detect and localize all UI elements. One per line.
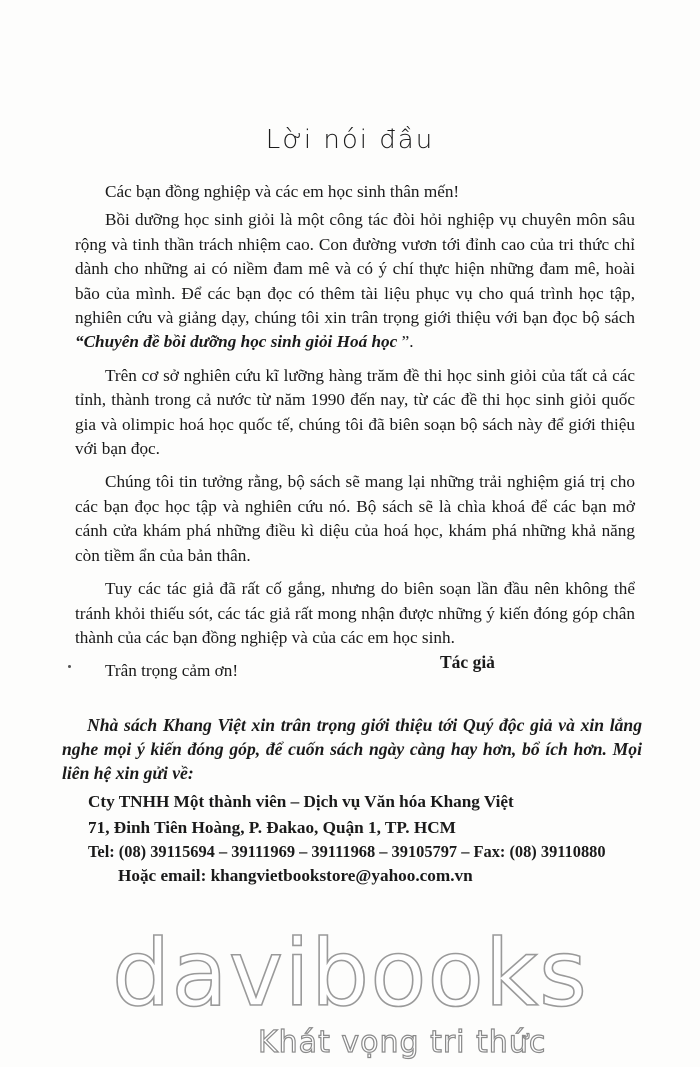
- watermark-tagline: Khát vọng tri thức: [258, 1025, 547, 1060]
- paragraph-1-text: Bồi dưỡng học sinh giỏi là một công tác đòi hỏi nghiệp vụ chuyên môn sâu rộng và tinh thần trách nhiệm cao. Con đường vươn tới đỉnh cao của tri thức chỉ dành cho những ai có niềm đam mê và có ý chí thực hiện những đam mê, hoài bão của mình. Để các bạn đọc có thêm tài liệu phục vụ cho quá trình học tập, nghiên cứu và giảng dạy, chúng tôi xin trân trọng giới thiệu với bạn đọc bộ sách: [75, 210, 635, 328]
- series-title: “Chuyên đề bồi dưỡng học sinh giỏi Hoá học: [75, 332, 398, 352]
- thanks-line: Trân trọng cảm ơn!: [105, 661, 239, 681]
- page-title: Lời nói đầu: [265, 125, 435, 155]
- preface-paragraph-1: [75, 208, 635, 354]
- scan-speck: [68, 665, 71, 668]
- author-signature: Tác giả: [440, 652, 495, 672]
- contact-email: Hoặc email: khangvietbookstore@yahoo.com.vn: [118, 866, 473, 885]
- contact-phone: Tel: (08) 39115694 – 39111969 – 39111968 – 39105797 – Fax: (08) 39110880: [88, 842, 606, 861]
- preface-body: [75, 180, 635, 693]
- preface-paragraph-3: Chúng tôi tin tưởng rằng, bộ sách sẽ mang lại những trải nghiệm giá trị cho các bạn đọc học tập và nghiên cứu nó. Bộ sách sẽ là chìa khoá để các bạn mở cánh cửa khám phá những điều kì diệu của hoá học, khám phá những khả năng còn tiềm ẩn của bản thân.: [75, 472, 635, 565]
- paragraph-1-end: ”.: [397, 332, 414, 352]
- contact-company: Cty TNHH Một thành viên – Dịch vụ Văn hóa Khang Việt: [88, 792, 514, 811]
- preface-paragraph-2: Trên cơ sở nghiên cứu kĩ lưỡng hàng trăm đề thi học sinh giỏi của tất cả các tỉnh, thành trong cả nước từ năm 1990 đến nay, từ các đề thi học sinh giỏi quốc gia và olimpic hoá học quốc tế, chúng tôi đã biên soạn bộ sách này để giới thiệu với bạn đọc.: [75, 365, 635, 459]
- watermark-brand: davibooks: [112, 920, 588, 1027]
- greeting: Các bạn đồng nghiệp và các em học sinh thân mến!: [105, 182, 460, 201]
- publisher-note: Nhà sách Khang Việt xin trân trọng giới thiệu tới Quý độc giả và xin lắng nghe mọi ý kiến đóng góp, để cuốn sách ngày càng hay hơn, bổ ích hơn. Mọi liên hệ xin gửi về:: [62, 715, 642, 783]
- contact-address: 71, Đinh Tiên Hoàng, P. Đakao, Quận 1, TP. HCM: [88, 818, 456, 837]
- preface-paragraph-4: Tuy các tác giả đã rất cố gắng, nhưng do biên soạn lần đầu nên không thể tránh khỏi thiếu sót, các tác giả rất mong nhận được những ý kiến đóng góp chân thành của các bạn đồng nghiệp và của các em học sinh.: [75, 579, 635, 647]
